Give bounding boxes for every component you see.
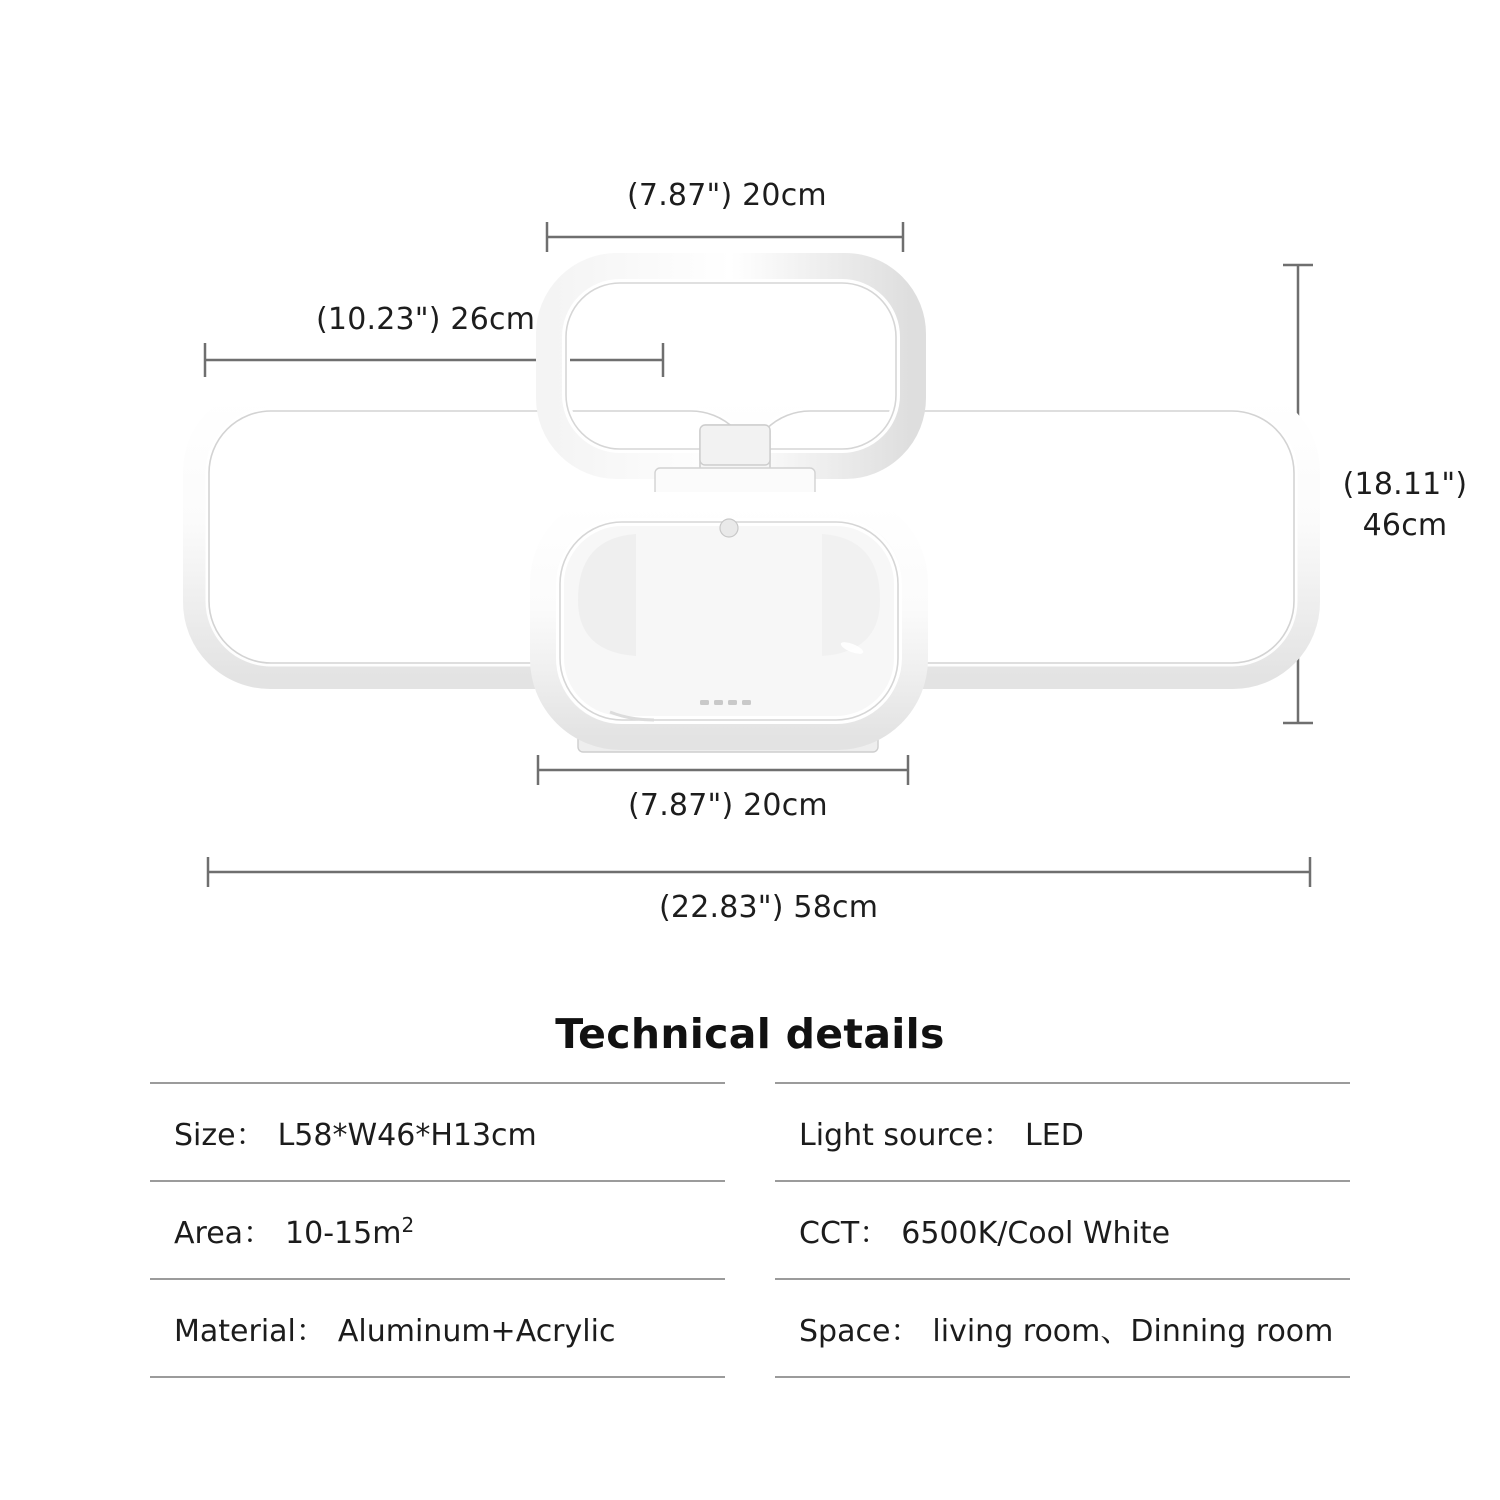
label-cct: CCT： [799, 1216, 890, 1251]
value-material: Aluminum+Acrylic [337, 1314, 616, 1349]
dimension-label-height [1330, 465, 1480, 546]
frame-front [543, 505, 915, 737]
dimension-label-height-line2: 46cm [1362, 507, 1448, 543]
technical-details-left-column [150, 1082, 725, 1378]
technical-details-table [150, 1082, 1350, 1378]
dimension-label-top-inner: (7.87") 20cm [627, 178, 827, 213]
value-area: 10-15m [285, 1216, 402, 1251]
table-row-space [775, 1280, 1350, 1378]
table-row-light-source [775, 1082, 1350, 1182]
label-space: Space： [799, 1314, 921, 1349]
value-light-source: LED [1025, 1118, 1084, 1153]
technical-details-section [0, 1010, 1500, 1378]
label-light-source: Light source： [799, 1118, 1014, 1153]
label-size: Size： [174, 1118, 266, 1153]
value-cct: 6500K/Cool White [901, 1216, 1171, 1251]
value-space: living room、Dinning room [932, 1314, 1334, 1349]
label-material: Material： [174, 1314, 326, 1349]
area-unit-superscript: 2 [401, 1213, 415, 1237]
table-row-size [150, 1082, 725, 1182]
label-area: Area： [174, 1216, 274, 1251]
dimension-label-total-width: (22.83") 58cm [659, 890, 879, 925]
value-size: L58*W46*H13cm [277, 1118, 537, 1153]
table-row-material [150, 1280, 725, 1378]
dimension-label-height-line1: (18.11") [1342, 467, 1468, 502]
technical-details-right-column [775, 1082, 1350, 1378]
dimension-label-bottom-inner: (7.87") 20cm [628, 788, 828, 823]
table-row-area [150, 1182, 725, 1280]
dimension-label-upper-left: (10.23") 26cm [316, 302, 536, 337]
technical-details-title: Technical details [555, 1010, 945, 1058]
table-row-cct [775, 1182, 1350, 1280]
